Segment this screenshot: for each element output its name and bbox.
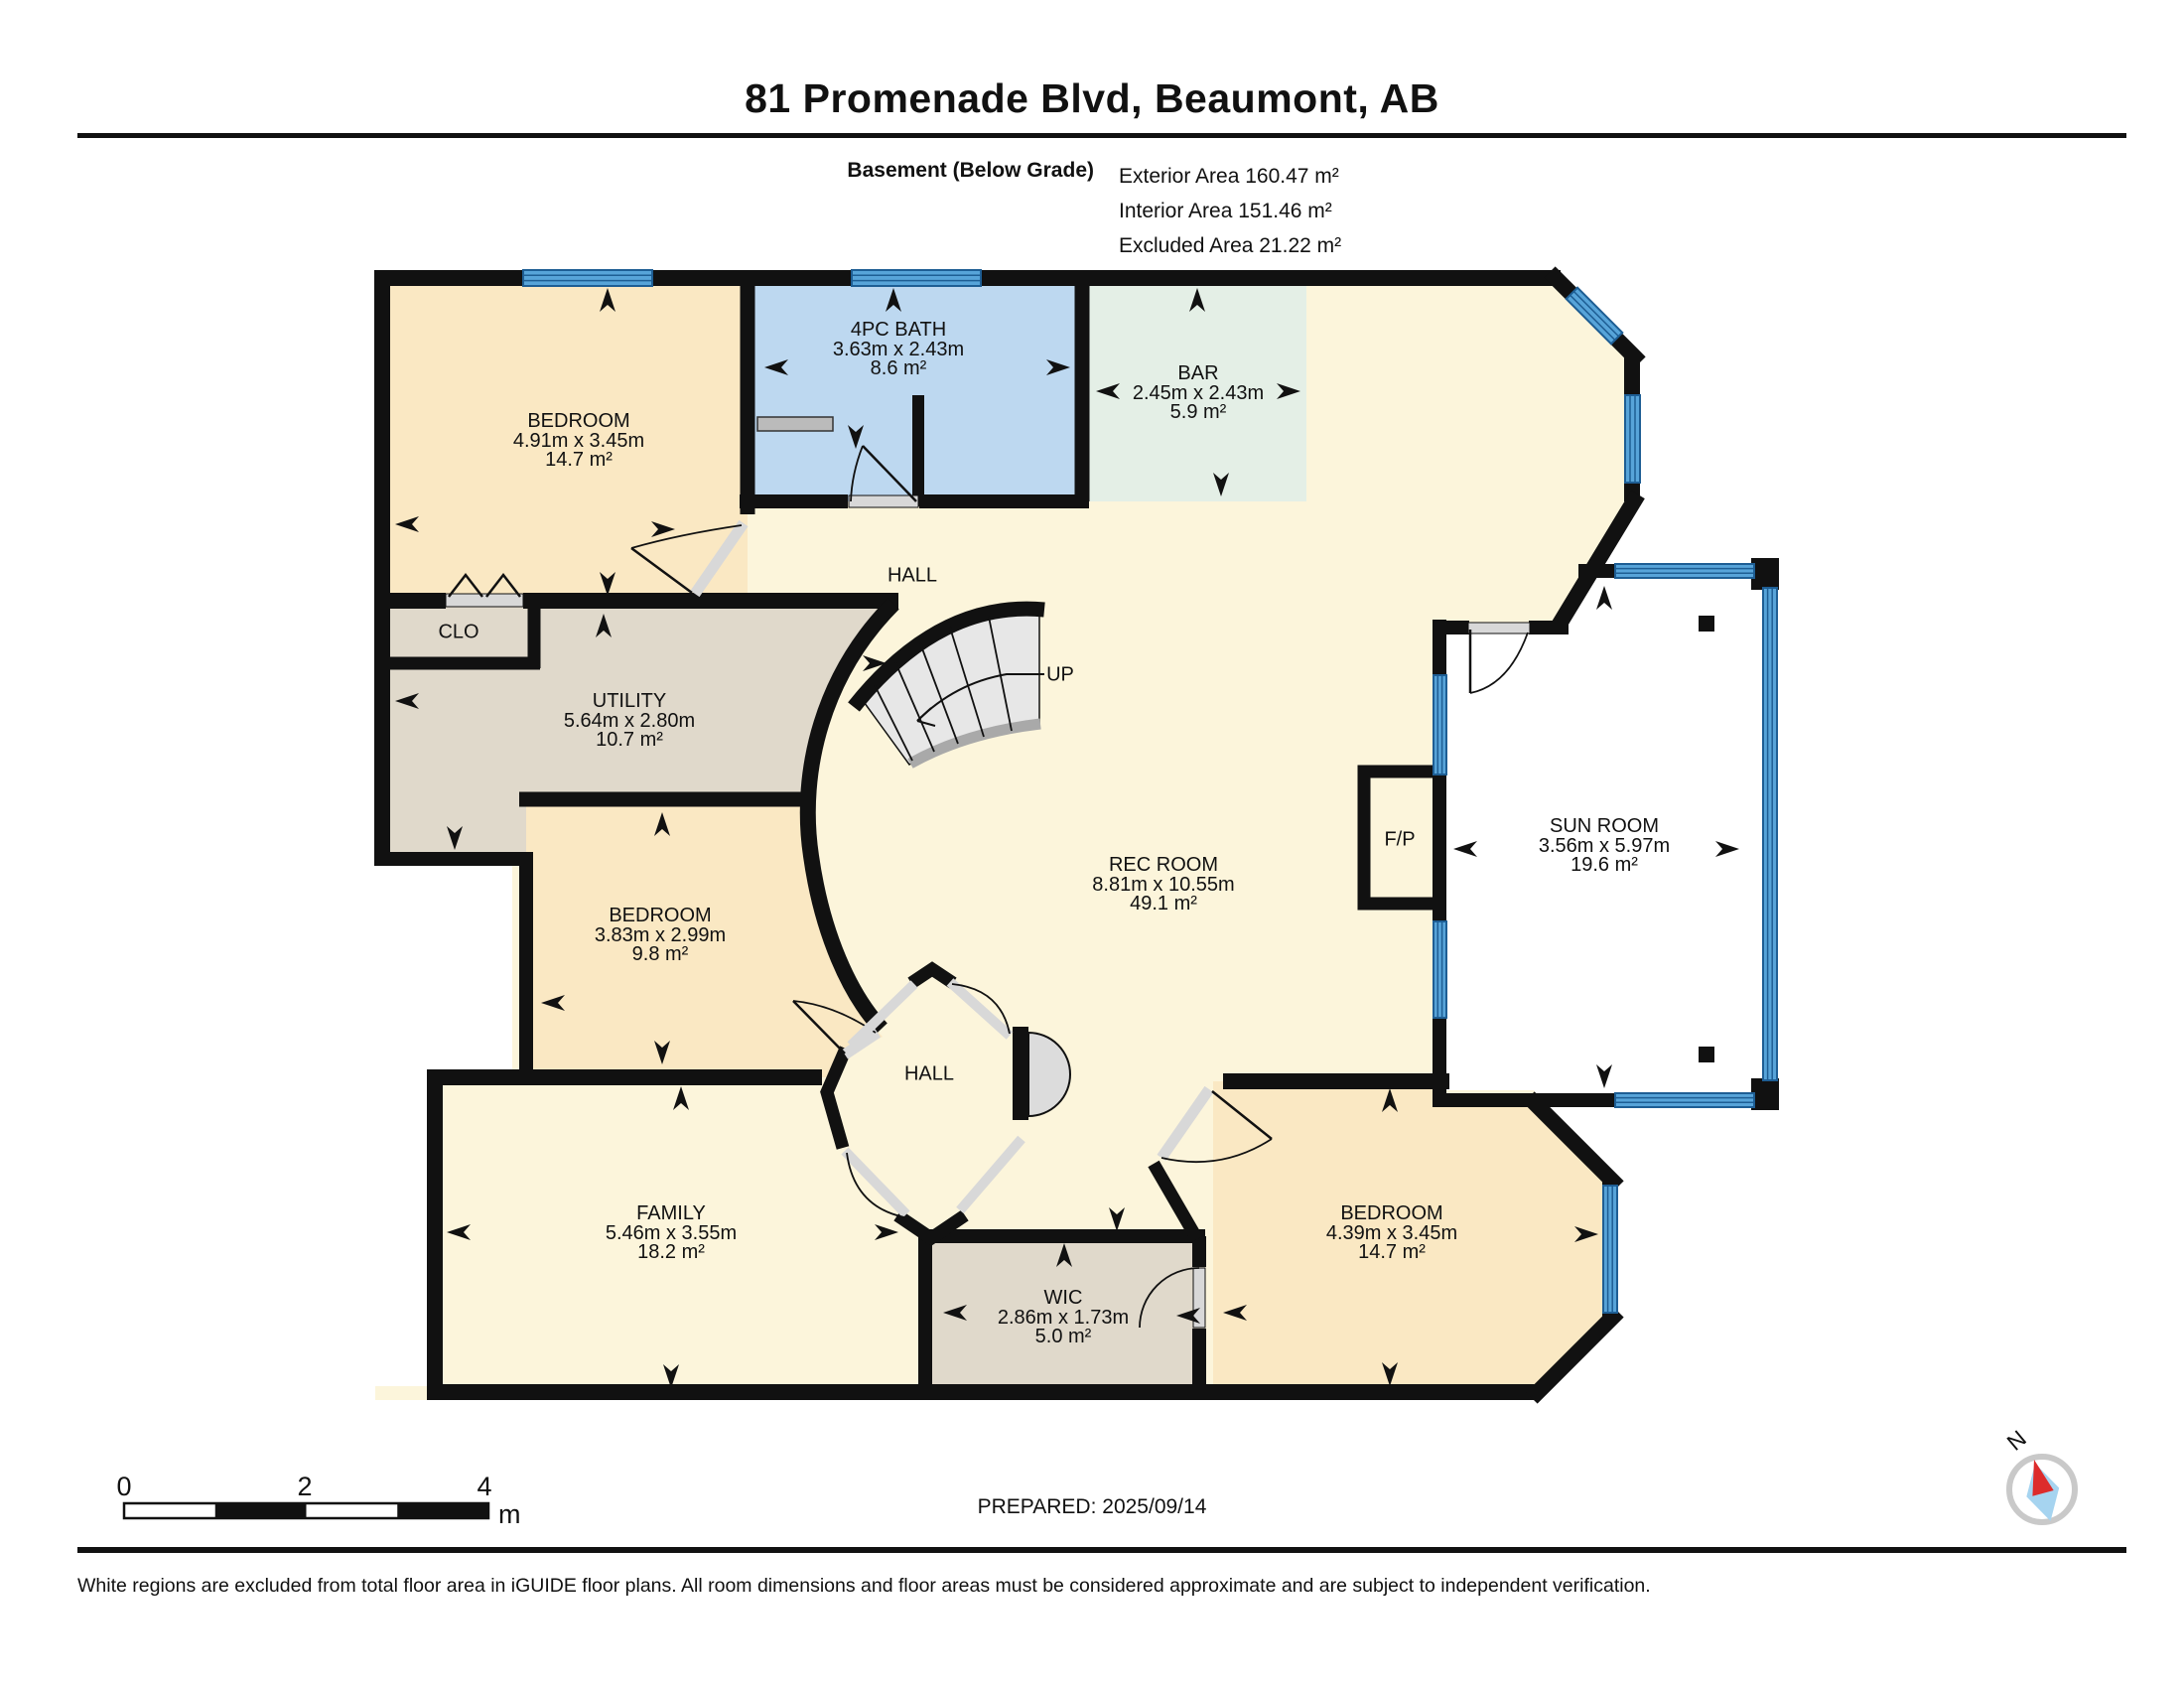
room-label-bedroom-br: BEDROOM 4.39m x 3.45m 14.7 m² bbox=[1325, 1201, 1458, 1263]
room-label-hall-lower: HALL bbox=[903, 1062, 955, 1085]
room-label-bath: 4PC BATH 3.63m x 2.43m 8.6 m² bbox=[832, 318, 965, 379]
window bbox=[523, 270, 652, 286]
interior-area: Interior Area 151.46 m² bbox=[1119, 200, 1332, 222]
room-label-rec-room: REC ROOM 8.81m x 10.55m 49.1 m² bbox=[1092, 853, 1235, 914]
excluded-area: Excluded Area 21.22 m² bbox=[1119, 234, 1342, 257]
sunroom-corner-post-top bbox=[1751, 558, 1779, 590]
footer-rule bbox=[77, 1547, 2126, 1553]
stairs-up-label: UP bbox=[1046, 663, 1074, 686]
scale-tick-0: 0 bbox=[116, 1472, 132, 1501]
prepared-date: PREPARED: 2025/09/14 bbox=[977, 1495, 1207, 1518]
page-title: 81 Promenade Blvd, Beaumont, AB bbox=[745, 75, 1439, 121]
window bbox=[1603, 1186, 1617, 1313]
door-jamb bbox=[849, 495, 918, 507]
window bbox=[1763, 588, 1777, 1080]
sunroom-corner-post-bottom bbox=[1751, 1078, 1779, 1110]
room-label-bedroom-mid: BEDROOM 3.83m x 2.99m 9.8 m² bbox=[594, 904, 727, 965]
room-label-utility: UTILITY 5.64m x 2.80m 10.7 m² bbox=[563, 689, 696, 751]
window bbox=[1433, 675, 1446, 774]
disclaimer-text: White regions are excluded from total floor area in iGUIDE floor plans. All room dimensions and floor areas must be considered approximate and are subject to independent verification. bbox=[77, 1575, 1651, 1597]
scale-unit: m bbox=[498, 1499, 521, 1529]
floor-label: Basement (Below Grade) bbox=[847, 159, 1094, 182]
room-label-family: FAMILY 5.46m x 3.55m 18.2 m² bbox=[605, 1201, 738, 1263]
window bbox=[1615, 564, 1754, 578]
room-label-clo: CLO bbox=[438, 621, 479, 643]
closet-opening bbox=[446, 594, 523, 607]
hall-stub-east bbox=[1013, 1027, 1028, 1120]
window bbox=[1615, 1093, 1754, 1107]
exterior-area: Exterior Area 160.47 m² bbox=[1119, 165, 1339, 188]
room-label-sun-room: SUN ROOM 3.56m x 5.97m 19.6 m² bbox=[1538, 814, 1671, 876]
bath-vanity bbox=[757, 417, 833, 431]
window bbox=[852, 270, 981, 286]
area-summary bbox=[1119, 159, 1341, 263]
room-label-bar: BAR 2.45m x 2.43m 5.9 m² bbox=[1132, 361, 1265, 423]
door-jamb bbox=[1468, 623, 1530, 633]
scale-tick-4: 4 bbox=[477, 1472, 492, 1501]
window bbox=[1625, 395, 1640, 483]
room-label-hall-upper: HALL bbox=[887, 564, 938, 587]
sunroom-post-lower bbox=[1699, 1047, 1714, 1062]
scale-tick-2: 2 bbox=[297, 1472, 313, 1501]
room-label-fireplace: F/P bbox=[1384, 828, 1416, 851]
header-rule bbox=[77, 133, 2126, 138]
window bbox=[1433, 921, 1446, 1018]
compass-north-label: N bbox=[2001, 1425, 2031, 1456]
room-label-bedroom-tl: BEDROOM 4.91m x 3.45m 14.7 m² bbox=[512, 409, 645, 471]
room-label-wic: WIC 2.86m x 1.73m 5.0 m² bbox=[997, 1286, 1130, 1347]
sunroom-post-upper bbox=[1699, 616, 1714, 632]
door-swing bbox=[1470, 633, 1528, 693]
